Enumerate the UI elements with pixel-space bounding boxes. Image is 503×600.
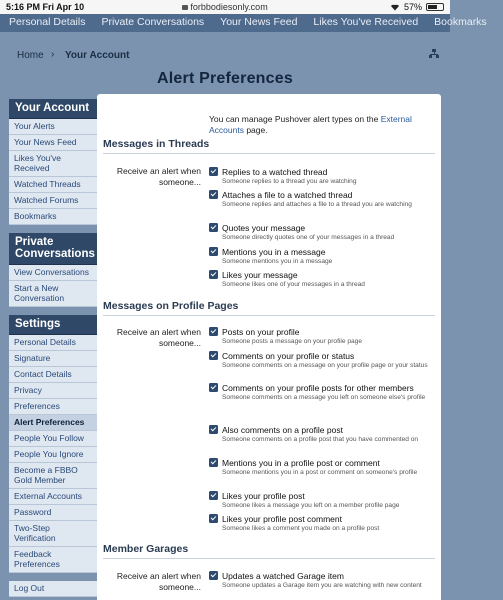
option-hint: Someone posts a message on your profile page — [222, 338, 363, 345]
option-mentions-message[interactable] — [209, 247, 429, 266]
section-title-member-garages: Member Garages — [103, 543, 435, 559]
option-label: Likes your message — [222, 270, 298, 280]
option-label: Updates a watched Garage item — [222, 571, 344, 581]
option-posts-on-profile[interactable] — [209, 327, 429, 346]
top-nav-bookmarks[interactable]: Bookmarks — [434, 16, 487, 28]
option-hint: Someone replies and attaches a file to a thread you are watching — [222, 201, 412, 208]
option-label: Replies to a watched thread — [222, 167, 328, 177]
sidebar-item-contact-details[interactable]: Contact Details — [9, 367, 97, 383]
option-label: Attaches a file to a watched thread — [222, 190, 353, 200]
option-hint: Someone mentions you in a post or comment on someone's profile — [222, 469, 418, 476]
option-also-comments-profile-post[interactable] — [209, 425, 429, 444]
sidebar-item-watched-forums[interactable]: Watched Forums — [9, 193, 97, 209]
sidebar-item-your-alerts[interactable]: Your Alerts — [9, 119, 97, 135]
sidebar-heading-settings: Settings — [9, 315, 97, 335]
option-hint: Someone comments on a message on your profile page or your status — [222, 362, 428, 369]
option-hint: Someone replies to a thread you are watching — [222, 178, 357, 185]
option-hint: Someone likes a message you left on a member profile page — [222, 502, 400, 509]
top-nav-news-feed[interactable]: Your News Feed — [220, 16, 298, 28]
checkbox-checked[interactable] — [209, 571, 218, 580]
sidebar-item-external-accounts[interactable]: External Accounts — [9, 489, 97, 505]
intro-after: page. — [243, 125, 268, 135]
sidebar-item-preferences[interactable]: Preferences — [9, 399, 97, 415]
sidebar-item-people-you-follow[interactable]: People You Follow — [9, 431, 97, 447]
battery-percent: 57% — [403, 2, 422, 12]
sidebar-item-personal-details[interactable]: Personal Details — [9, 335, 97, 351]
option-quotes-message[interactable] — [209, 223, 429, 242]
sidebar-heading-private-conversations: Private Conversations — [9, 233, 97, 265]
sidebar-item-bookmarks[interactable]: Bookmarks — [9, 209, 97, 225]
top-nav-likes-received[interactable]: Likes You've Received — [313, 16, 419, 28]
option-comments-profile-status[interactable] — [209, 351, 429, 370]
intro-text — [209, 114, 429, 136]
sidebar-item-view-conversations[interactable]: View Conversations — [9, 265, 97, 281]
option-hint: Someone updates a Garage item you are watching with new content — [222, 582, 422, 589]
top-nav — [0, 14, 487, 32]
sitemap-icon[interactable] — [429, 49, 439, 59]
option-label: Likes your profile post — [222, 491, 305, 501]
option-likes-profile-post[interactable] — [209, 491, 429, 510]
section-title-messages-in-threads: Messages in Threads — [103, 138, 435, 154]
checkbox-checked[interactable] — [209, 223, 218, 232]
checkbox-checked[interactable] — [209, 167, 218, 176]
option-hint: Someone comments on a profile post that you have commented on — [222, 436, 419, 443]
sidebar-item-start-conversation[interactable]: Start a New Conversation — [9, 281, 97, 307]
option-likes-message[interactable] — [209, 270, 429, 289]
sidebar-item-password[interactable]: Password — [9, 505, 97, 521]
option-label: Quotes your message — [222, 223, 306, 233]
option-label: Mentions you in a profile post or comment — [222, 458, 380, 468]
breadcrumb-home[interactable]: Home — [17, 50, 44, 61]
lock-icon — [182, 5, 188, 10]
option-hint: Someone comments on a message you left on someone else's profile — [222, 394, 426, 401]
option-mentions-profile-post[interactable] — [209, 458, 429, 477]
external-accounts-link[interactable]: External Accounts — [209, 114, 412, 135]
status-time: 5:16 PM Fri Apr 10 — [6, 2, 85, 12]
sidebar-item-watched-threads[interactable]: Watched Threads — [9, 177, 97, 193]
option-label: Comments on your profile posts for other members — [222, 383, 414, 393]
checkbox-checked[interactable] — [209, 270, 218, 279]
wifi-icon — [390, 4, 400, 11]
checkbox-checked[interactable] — [209, 383, 218, 392]
top-nav-personal-details[interactable]: Personal Details — [9, 16, 86, 28]
address-bar[interactable] — [0, 2, 450, 12]
page-title: Alert Preferences — [157, 70, 293, 87]
sidebar-heading-your-account: Your Account — [9, 99, 97, 119]
option-hint: Someone directly quotes one of your messages in a thread — [222, 234, 395, 241]
sidebar-item-people-you-ignore[interactable]: People You Ignore — [9, 447, 97, 463]
checkbox-checked[interactable] — [209, 247, 218, 256]
checkbox-checked[interactable] — [209, 327, 218, 336]
account-sidebar — [9, 99, 97, 597]
option-label: Also comments on a profile post — [222, 425, 343, 435]
logout-link[interactable]: Log Out — [9, 581, 97, 597]
section-title-profile-pages: Messages on Profile Pages — [103, 300, 435, 316]
checkbox-checked[interactable] — [209, 514, 218, 523]
sidebar-item-alert-preferences[interactable]: Alert Preferences — [9, 415, 97, 431]
option-label: Mentions you in a message — [222, 247, 326, 257]
checkbox-checked[interactable] — [209, 425, 218, 434]
sidebar-item-privacy[interactable]: Privacy — [9, 383, 97, 399]
checkbox-checked[interactable] — [209, 491, 218, 500]
option-updates-garage-item[interactable] — [209, 571, 429, 590]
ios-status-bar — [0, 0, 450, 14]
option-attaches-file[interactable] — [209, 190, 429, 209]
option-hint: Someone likes one of your messages in a thread — [222, 281, 365, 288]
battery-icon — [426, 3, 444, 11]
row-label-threads: Receive an alert when someone... — [116, 166, 201, 187]
option-replies-watched-thread[interactable] — [209, 167, 429, 186]
row-label-profile: Receive an alert when someone... — [116, 327, 201, 348]
sidebar-item-feedback-preferences[interactable]: Feedback Preferences — [9, 547, 97, 573]
sidebar-item-gold-member[interactable]: Become a FBBO Gold Member — [9, 463, 97, 489]
option-hint: Someone likes a comment you made on a profile post — [222, 525, 380, 532]
intro-before: You can manage Pushover alert types on the — [209, 114, 381, 124]
option-label: Likes your profile post comment — [222, 514, 342, 524]
option-hint: Someone mentions you in a message — [222, 258, 333, 265]
checkbox-checked[interactable] — [209, 190, 218, 199]
url-text: forbbodiesonly.com — [190, 2, 268, 12]
sidebar-item-two-step-verification[interactable]: Two-Step Verification — [9, 521, 97, 547]
sidebar-item-signature[interactable]: Signature — [9, 351, 97, 367]
sidebar-item-likes-received[interactable]: Likes You've Received — [9, 151, 97, 177]
checkbox-checked[interactable] — [209, 351, 218, 360]
sidebar-item-news-feed[interactable]: Your News Feed — [9, 135, 97, 151]
checkbox-checked[interactable] — [209, 458, 218, 467]
row-label-garages: Receive an alert when someone... — [116, 571, 201, 592]
alert-preferences-panel — [97, 94, 441, 600]
option-comments-other-profile-posts[interactable] — [209, 383, 429, 402]
option-label: Posts on your profile — [222, 327, 300, 337]
breadcrumb-separator: › — [51, 49, 55, 60]
option-likes-profile-post-comment[interactable] — [209, 514, 429, 533]
top-nav-private-conversations[interactable]: Private Conversations — [101, 16, 205, 28]
breadcrumb-your-account[interactable]: Your Account — [65, 50, 130, 61]
breadcrumb — [9, 43, 441, 67]
option-label: Comments on your profile or status — [222, 351, 355, 361]
